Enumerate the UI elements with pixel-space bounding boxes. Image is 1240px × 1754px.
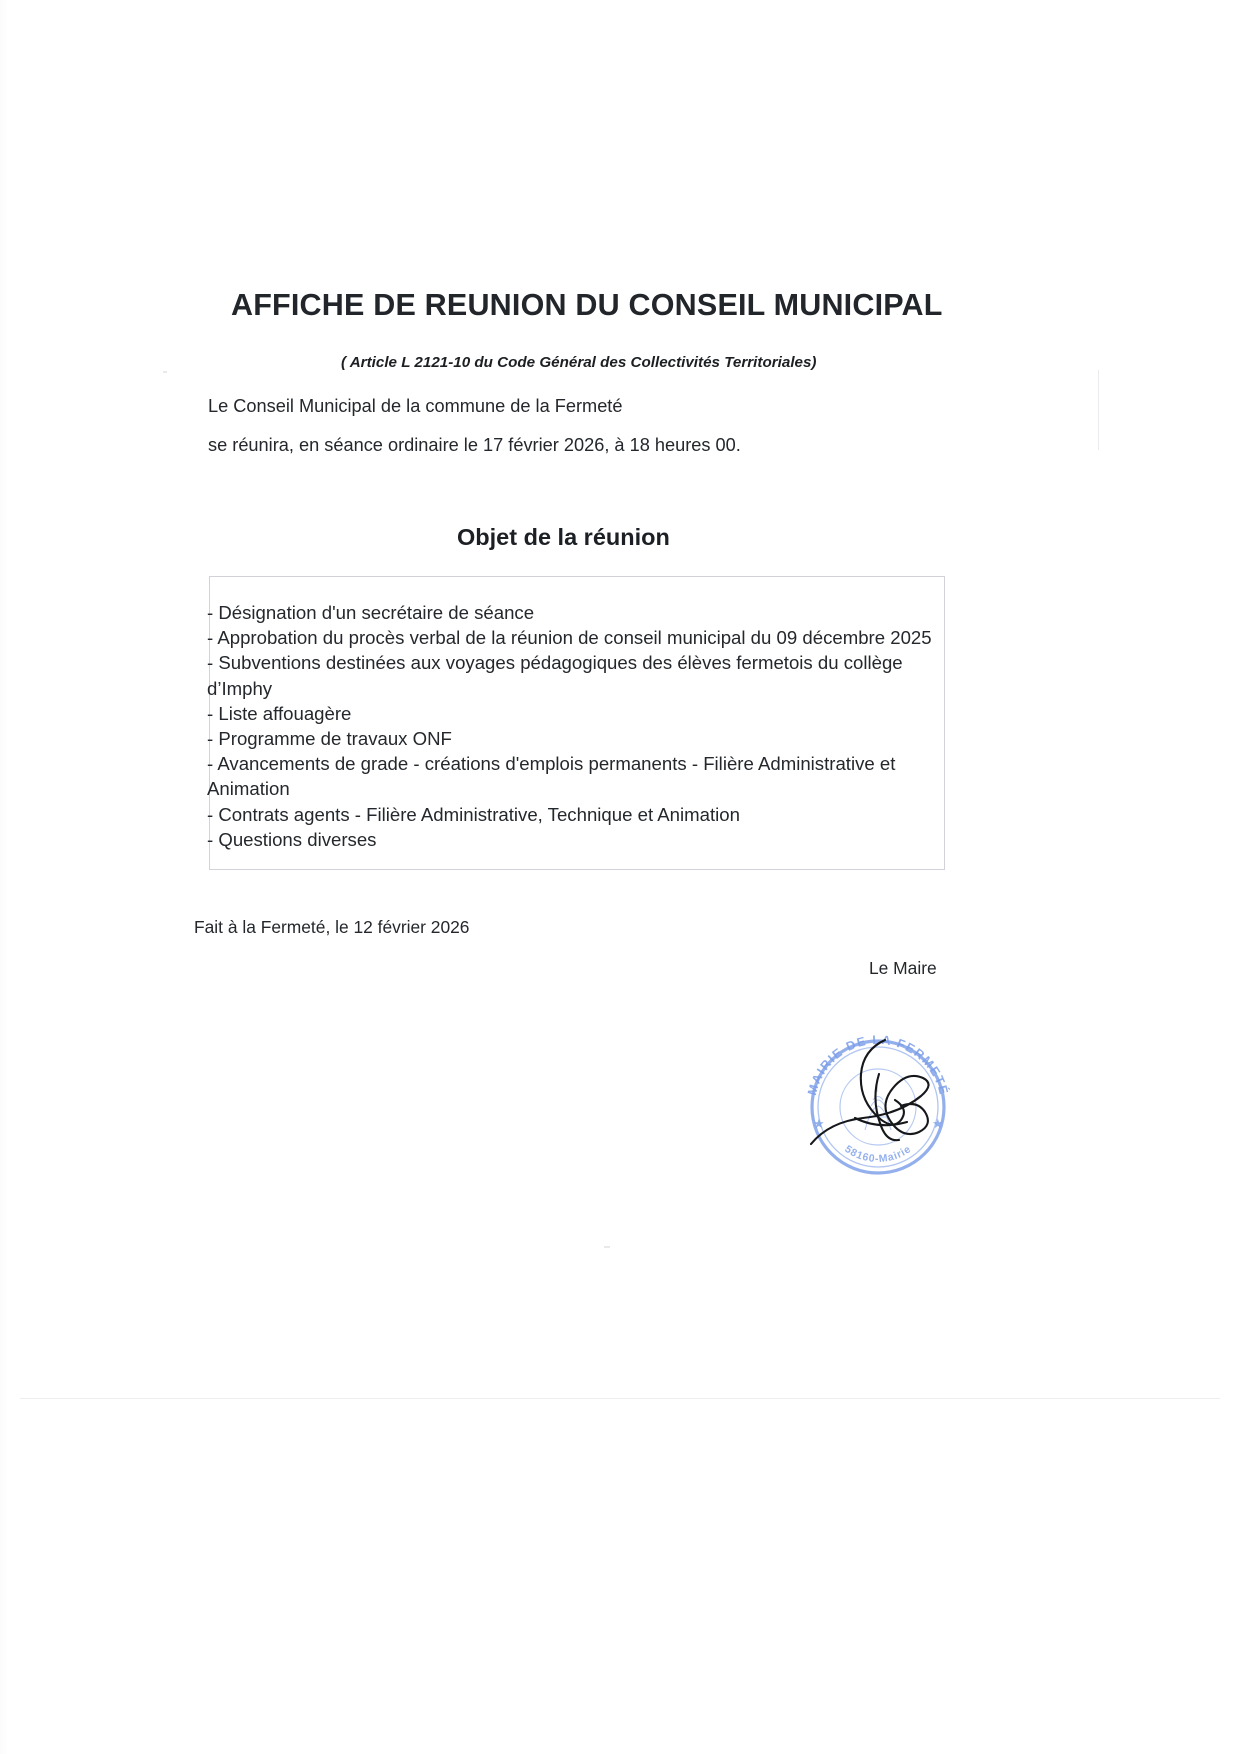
svg-text:58160-Mairie: 58160-Mairie: [842, 1143, 914, 1166]
scan-edge-artifact: [0, 0, 8, 1754]
official-stamp: [793, 1022, 963, 1192]
agenda-item: - Programme de travaux ONF: [207, 728, 452, 750]
agenda-item: - Désignation d'un secrétaire de séance: [207, 602, 535, 623]
intro-line-council: Le Conseil Municipal de la commune de la Fermeté: [208, 396, 623, 416]
scan-speck-artifact: [604, 1246, 610, 1248]
agenda-item: - Avancements de grade - créations d'emplois permanents - Filière Administrative et Animation: [207, 753, 896, 800]
stamp-seal-icon: [793, 1022, 963, 1192]
agenda-item: - Contrats agents - Filière Administrative, Technique et Animation: [207, 803, 740, 825]
agenda-heading: Objet de la réunion: [457, 524, 670, 550]
intro-line-session: se réunira, en séance ordinaire le 17 février 2026, à 18 heures 00.: [208, 435, 741, 455]
agenda-item: - Approbation du procès verbal de la réunion de conseil municipal du 09 décembre 2025: [207, 627, 932, 649]
page-title: AFFICHE DE REUNION DU CONSEIL MUNICIPAL: [231, 288, 943, 322]
agenda-list: [207, 600, 957, 852]
agenda-item: - Subventions destinées aux voyages pédagogiques des élèves fermetois du collège d’Imphy: [207, 652, 903, 699]
agenda-item: - Questions diverses: [207, 828, 377, 850]
legal-reference-subtitle: ( Article L 2121-10 du Code Général des Collectivités Territoriales): [341, 354, 817, 371]
svg-text:★: ★: [813, 1116, 825, 1131]
agenda-item: - Liste affouagère: [207, 702, 352, 724]
svg-text:★: ★: [932, 1116, 944, 1131]
scan-line-artifact: [1098, 370, 1099, 450]
svg-text:MAIRIE DE LA FERMETÉ: MAIRIE DE LA FERMETÉ: [805, 1032, 951, 1097]
signature-label: Le Maire: [869, 958, 937, 978]
scan-speck-artifact: [163, 371, 167, 373]
scan-fold-artifact: [20, 1398, 1220, 1399]
place-and-date: Fait à la Fermeté, le 12 février 2026: [194, 917, 470, 937]
